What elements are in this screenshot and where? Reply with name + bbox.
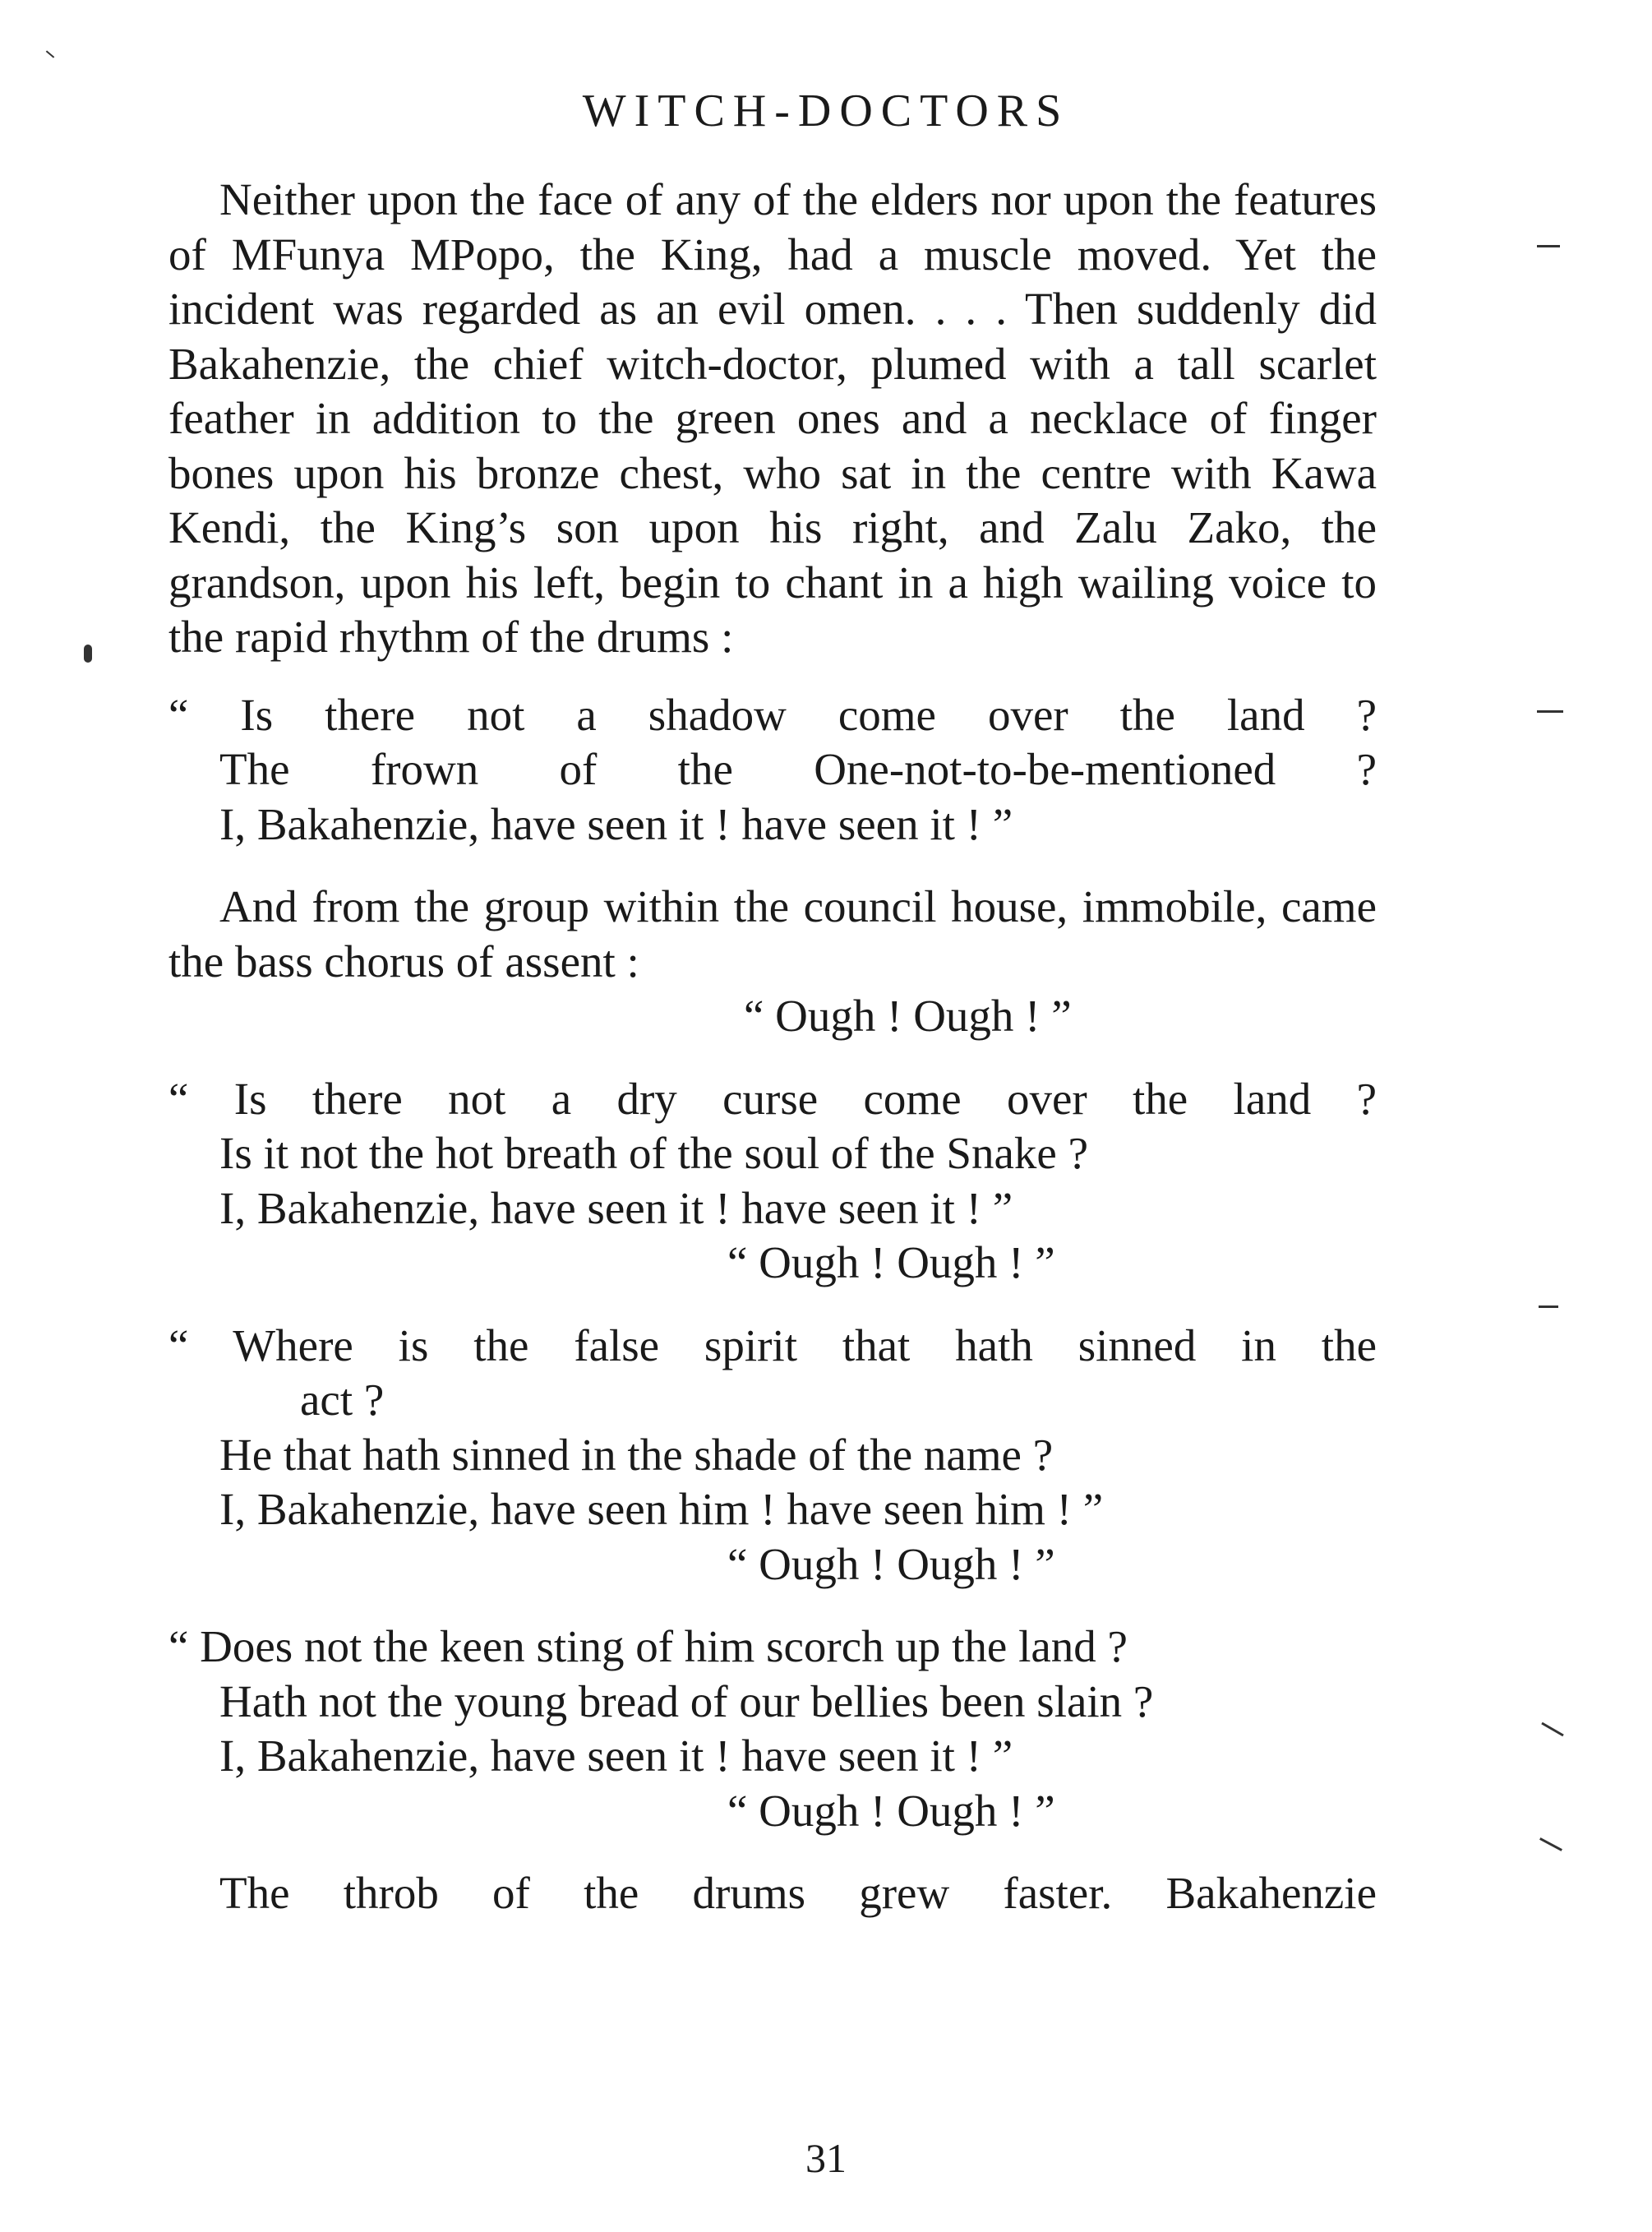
verse-1-line-3: I, Bakahenzie, have seen it ! have seen it ! ” [219,798,1013,849]
verse-3-line-1: “ Where is the false spirit that hath sinned in the [168,1319,1377,1370]
paragraph-3: The throb of the drums grew faster. Bakahenzie [219,1868,1377,1918]
chorus-response-3: “ Ough ! Ough ! ” [727,1538,1055,1589]
running-head: WITCH-DOCTORS [582,85,1070,136]
scan-mark [84,645,92,663]
chorus-response-1: “ Ough ! Ough ! ” [744,991,1072,1041]
verse-4-line-2: Hath not the young bread of our bellies been slain ? [219,1675,1154,1726]
verse-4-line-3: I, Bakahenzie, have seen it ! have seen it ! ” [219,1731,1013,1781]
verse-3-line-1-continued: act ? [300,1375,385,1425]
chorus-response-2: “ Ough ! Ough ! ” [727,1237,1055,1287]
scan-mark [46,50,54,58]
scan-mark [1539,1837,1562,1851]
verse-1-line-1: “ Is there not a shadow come over the land ? [168,689,1377,740]
verse-3 [168,1319,1377,1537]
verse-4-line-1: “ Does not the keen sting of him scorch up the land ? [168,1621,1128,1671]
scan-mark [1539,1305,1558,1308]
verse-4 [168,1620,1377,1784]
chorus-response-4: “ Ough ! Ough ! ” [727,1785,1055,1836]
verse-2 [168,1072,1377,1236]
verse-2-line-3: I, Bakahenzie, have seen it ! have seen it ! ” [219,1182,1013,1233]
scan-mark [1537,245,1560,247]
verse-2-line-2: Is it not the hot breath of the soul of the Snake ? [219,1128,1088,1178]
paragraph-2: And from the group within the council house, immobile, came the bass chorus of assent : [168,881,1377,987]
scan-mark [1537,710,1563,713]
verse-1 [168,688,1377,853]
verse-1-line-2: The frown of the One-not-to-be-mentioned ? [219,744,1377,794]
body-text [168,173,1377,1921]
verse-3-line-2: He that hath sinned in the shade of the name ? [219,1429,1054,1480]
verse-2-line-1: “ Is there not a dry curse come over the land ? [168,1073,1377,1124]
page-number: 31 [805,2135,847,2181]
paragraph-1: Neither upon the face of any of the elders nor upon the features of MFunya MPopo, the King, had a muscle moved. Yet the incident was regarded as an evil omen. . . . Then suddenly did Bakahenzie, the chief witch-doctor, plumed with a tall scarlet feather in addition to the green ones and a necklace of finger bones upon his bronze chest, who sat in the centre with Kawa Kendi, the King’s son upon his right, and Zalu Zako, the grandson, upon his left, begin to chant in a high wailing voice to the rapid rhythm of the drums : [168,174,1377,662]
verse-3-line-3: I, Bakahenzie, have seen him ! have seen him ! ” [219,1484,1104,1534]
scan-mark [1541,1722,1563,1737]
